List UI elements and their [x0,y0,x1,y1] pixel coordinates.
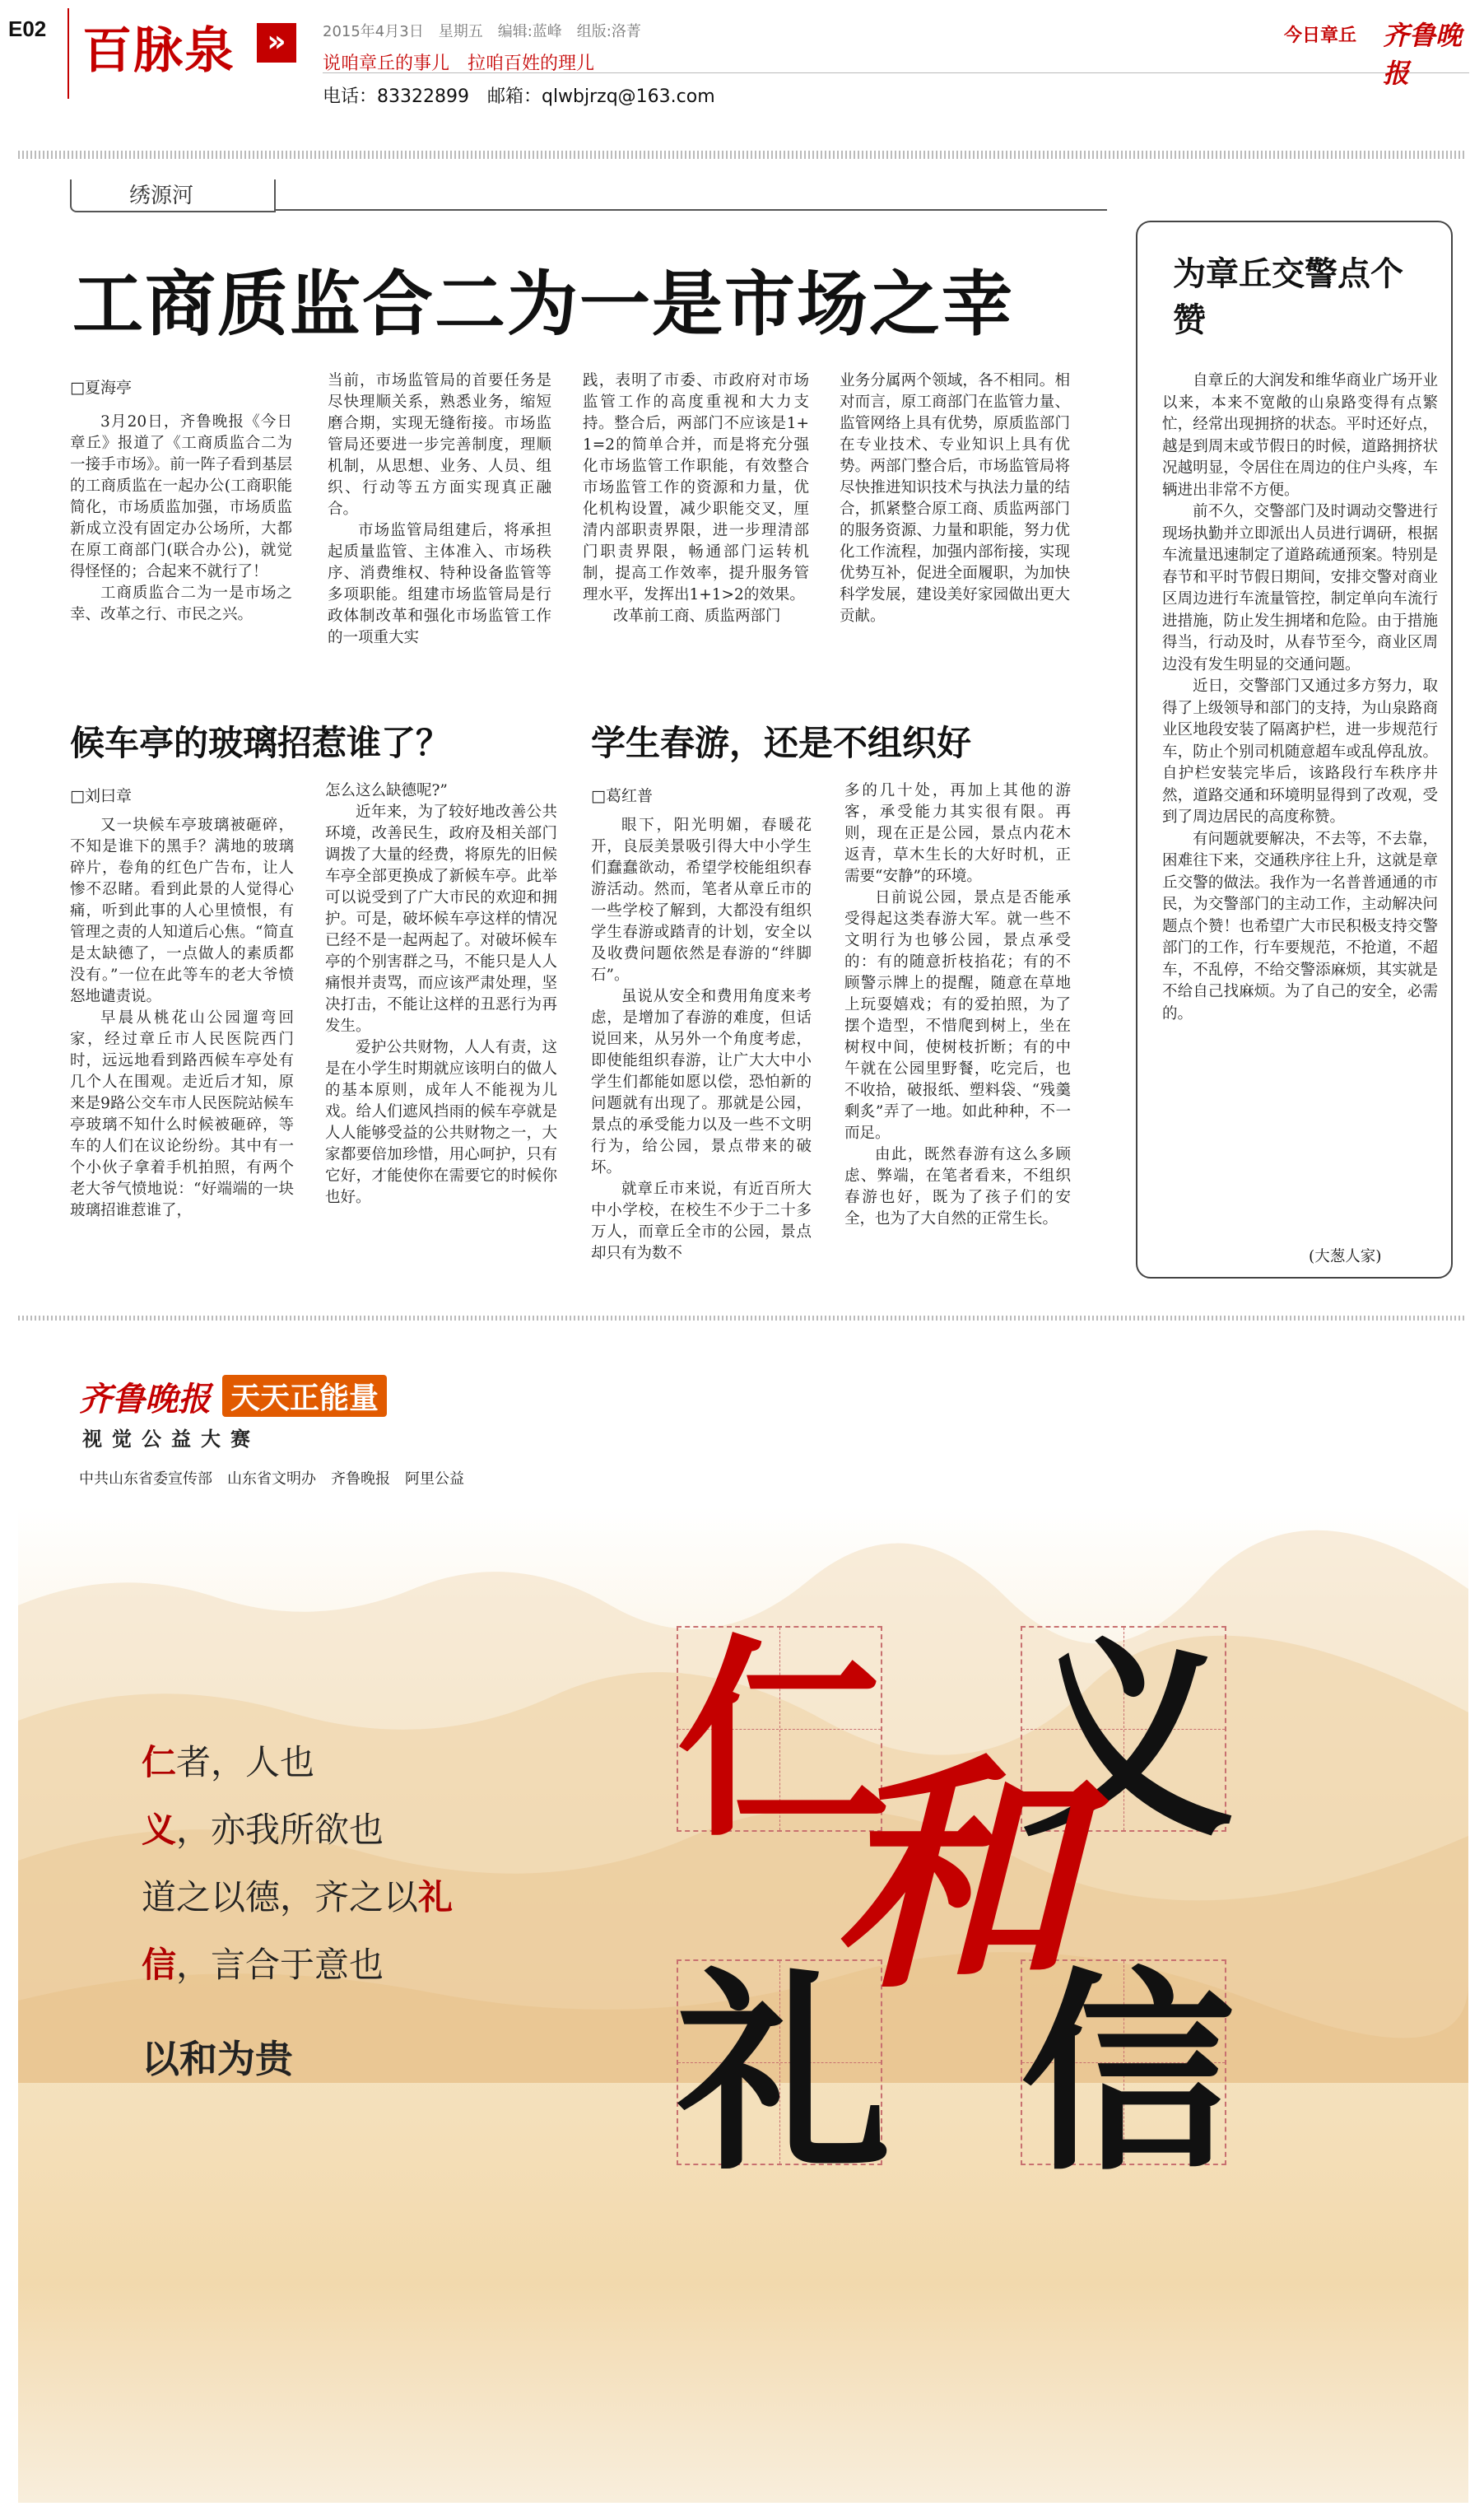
calligraphy-char-li: 礼 [677,1949,891,2200]
column-tag-rule [276,209,1107,211]
sidebar-title: 为章丘交警点个赞 [1173,255,1403,339]
paragraph: 市场监管局组建后，将承担起质量监管、主体准入、市场秩序、消费维权、特种设备监管等多项职能。组建市场监管局是行政体制改革和强化市场监管工作的一项重大实 [328,522,551,646]
header-divider [67,8,69,99]
paragraph: 近年来，为了较好地改善公共环境，改善民生，政府及相关部门调拨了大量的经费，将原先的旧候车亭全部更换成了新候车亭。此举可以说受到了广大市民的欢迎和拥护。可是，破坏候车亭这样的情况已经不是一起两起了。对破坏候车亭的个别害群之马，不能只是人人痛恨并责骂，而应该严肃处理，坚决打击，不能让这样的丑恶行为再发生。 [325,804,557,1035]
article-byline: □葛红普 [591,787,653,805]
page-number: E02 [8,16,47,41]
paragraph: 就章丘市来说，有近百所大中小学校，在校生不少于二十多万人，而章丘全市的公园，景点却只有为数不 [591,1181,812,1262]
poem-text: ，亦我所欲也 [176,1810,384,1850]
article-column-3 [583,370,809,627]
paragraph: 爱护公共财物，人人有责，这是在小学生时期就应该明白的做人的基本原则，成年人不能视为儿戏。给人们遮风挡雨的候车亭就是人人能够受益的公共财物之一，大家都要倍加珍惜，用心呵护，只有它好，才能使你在需要它的时候你也好。 [325,1039,557,1206]
article-column-2 [844,780,1071,1230]
newspaper-logo: 齐鲁晚报 [1383,20,1463,89]
poem-text: 道之以德，齐之以 [142,1877,419,1917]
paragraph: 又一块候车亭玻璃被砸碎，不知是谁下的黑手？满地的玻璃碎片，卷角的红色广告布，让人惨不忍睹。看到此景的人觉得心痛，听到此事的人心里愤恨，有管理之责的人知道后心焦。“简直是太缺德了，一点做人的素质都没有。”一位在此等车的老大爷愤怒地谴责说。 [70,817,294,1005]
paragraph: 有问题就要解决，不去等，不去靠，困难往下来，交通秩序往上升，这就是章丘交警的做法。我作为一名普普通通的市民，为交警部门的主动工作，主动解决问题点个赞！也希望广大市民积极支持交警部门的工作，行车要规范，不抢道，不超车，不乱停，不给交警添麻烦，其实就是不给自己找麻烦。为了自己的安全，必需的。 [1162,830,1438,1023]
paragraph: 虽说从安全和费用角度来考虑，是增加了春游的难度，但话说回来，从另外一个角度考虑，即使能组织春游，让广大大中小学生们都能如愿以偿，恐怕新的问题就有出现了。那就是公园，景点的承受能力以及一些不文明行为，给公园，景点带来的破坏。 [591,988,812,1176]
section-slogan: 说咱章丘的事儿 拉咱百姓的理儿 [323,54,595,74]
poem-line [142,1735,314,1785]
paragraph: 3月20日，齐鲁晚报《今日章丘》报道了《工商质监合二为一接手市场》。前一阵子看到基层的工商质监在一起办公(工商职能简化，市场质监加强，市场质监新成立没有固定办公场所，大都在原工商部门(联合办公)，就觉得怪怪的；合起来不就行了！ [70,413,292,580]
poem-text: ，言合于意也 [176,1945,384,1985]
poem-line [142,1803,384,1852]
column-tag: 绣源河 [70,179,276,212]
issue-meta: 2015年4月3日 星期五 编辑:蓝峰 组版:洛菁 [323,23,641,40]
paragraph: 近日，交警部门又通过多方努力，取得了上级领导和部门的支持，为山泉路商业区地段安装了隔离护栏，进一步规范行车，防止个别司机随意超车或乱停乱放。自护栏安装完毕后，该路段行车秩序井然，道路交通和环境明显得到了改观，受到了周边居民的高度称赞。 [1162,678,1438,826]
article-byline: □夏海亭 [70,379,132,397]
article-headline: 学生春游，还是不组织好 [591,723,972,763]
ad-title: 视觉公益大赛 [82,1428,260,1451]
paragraph: 怎么这么缺德呢?” [325,782,448,799]
calligraphy-char-ren: 仁 [677,1615,891,1866]
poem-key-char: 义 [142,1810,177,1850]
poem-line [142,1938,384,1987]
header-dotted-rule [18,151,1467,159]
ad-motto: 以和为贵 [142,2037,293,2081]
paragraph: 践，表明了市委、市政府对市场监管工作的高度重视和大力支持。整合后，两部门不应该是1+1=2的简单合并，而是将充分强化市场监管工作职能，有效整合市场监管工作的资源和力量，优化机构设置，减少职能交叉，厘清内部职责界限，进一步理清部门职责界限，畅通部门运转机制，提高工作效率，提升服务管理水平，发挥出1+1>2的效果。 [583,372,809,603]
article-headline: 工商质监合二为一是市场之幸 [72,263,1014,346]
ad-organizers: 中共山东省委宣传部 山东省文明办 齐鲁晚报 阿里公益 [79,1470,464,1488]
calligraphy-char-xin: 信 [1021,1949,1235,2200]
paragraph: 改革前工商、质监两部门 [613,608,781,625]
ad-brand-logo: 齐鲁晚报 [79,1380,211,1419]
poem-text: 者，人也 [176,1742,315,1782]
paragraph: 早晨从桃花山公园遛弯回家，经过章丘市人民医院西门时，远远地看到路西候车亭处有几个人在围观。走近后才知，原来是9路公交车市人民医院站候车亭玻璃不知什么时候被砸碎，等车的人们在议论纷纷。其中有一个小伙子拿着手机拍照，有两个老大爷气愤地说：“好端端的一块玻璃招谁惹谁了， [70,1009,294,1219]
article-headline: 候车亭的玻璃招惹谁了？ [70,723,451,763]
calligraphy-char-yi: 义 [1021,1615,1235,1866]
poem-key-char: 信 [142,1945,177,1985]
article-column-4 [840,370,1070,627]
article-column-1 [591,815,812,1265]
poem-line [142,1870,453,1920]
paragraph: 眼下，阳光明媚，春暖花开，良辰美景吸引得大中小学生们蠢蠢欲动，希望学校能组织春游活动。然而，笔者从章丘市的一些学校了解到，大都没有组织学生春游或踏青的计划，安全以及收费问题依然是春游的“绊脚石”。 [591,817,812,984]
paragraph: 多的几十处，再加上其他的游客，承受能力其实很有限。再则，现在正是公园，景点内花木返青，草木生长的大好时机，正需要“安静”的环境。 [844,782,1071,885]
paragraph: 日前说公园，景点是否能承受得起这类春游大军。就一些不文明行为也够公园，景点承受的：有的随意折枝掐花；有的不顾警示牌上的提醒，随意在草地上玩耍嬉戏；有的爱拍照，为了摆个造型，不惜爬到树上，坐在树杈中间，使树枝折断；有的中午就在公园里野餐，吃完后，也不收拾，破报纸、塑料袋、“残羹剩炙”弄了一地。如此种种，不一而足。 [844,889,1071,1142]
sidebar-author: (大葱人家) [1309,1248,1382,1265]
paragraph: 业务分属两个领域，各不相同。相对而言，原工商部门在监管力量、监管网络上具有优势，原质监部门在专业技术、专业知识上具有优势。两部门整合后，市场监管局将尽快推进知识技术与执法力量的结合，抓紧整合原工商、质监两部门的服务资源、力量和职能，努力优化工作流程，加强内部衔接，实现优势互补，促进全面履职，为加快科学发展，建设美好家园做出更大贡献。 [840,372,1070,625]
section-arrow-icon: » [257,23,296,63]
paragraph: 前不久，交警部门及时调动交警进行现场执勤并立即派出人员进行调研，根据车流量迅速制定了道路疏通预案。特别是春节和平时节假日期间，安排交警对商业区周边进行车流量管控，制定单向车流行进措施，防止发生拥堵和危险。由于措施得当，行动及时，从春节至今，商业区周边没有发生明显的交通问题。 [1162,503,1438,673]
ad-campaign-logo: 天天正能量 [222,1375,387,1417]
poem-key-char: 仁 [142,1742,177,1782]
contact-info: 电话：83322899 邮箱：qlwbjrzq@163.com [323,86,715,107]
paragraph: 由此，既然春游有这么多顾虑、弊端，在笔者看来，不组织春游也好，既为了孩子们的安全，也为了大自然的正常生长。 [844,1146,1071,1228]
paragraph: 当前，市场监管局的首要任务是尽快理顺关系，熟悉业务，缩短磨合期，实现无缝衔接。市场监管局还要进一步完善制度，理顺机制，从思想、业务、人员、组织、行动等五方面实现真正融合。 [328,372,551,518]
section-dotted-rule [18,1316,1467,1321]
article-column-1 [70,412,292,626]
section-title: 百脉泉 [82,22,235,80]
calligraphy-char-he: 和 [831,1731,1078,2022]
edition-name: 今日章丘 [1284,26,1357,46]
article-column-2 [325,780,557,1209]
article-byline: □刘曰章 [70,787,132,805]
sidebar-text [1162,370,1438,1025]
poem-key-char: 礼 [418,1877,454,1917]
paragraph: 自章丘的大润发和维华商业广场开业以来，本来不宽敞的山泉路变得有点繁忙，经常出现拥挤的状态。平时还好点，越是到周末或节假日的时候，道路拥挤状况越明显，令居住在周边的住户头疼，车辆进出非常不方便。 [1162,372,1438,499]
paragraph: 工商质监合二为一是市场之幸、改革之行、市民之兴。 [70,585,292,623]
article-column-1 [70,815,294,1222]
article-column-2 [328,370,551,649]
